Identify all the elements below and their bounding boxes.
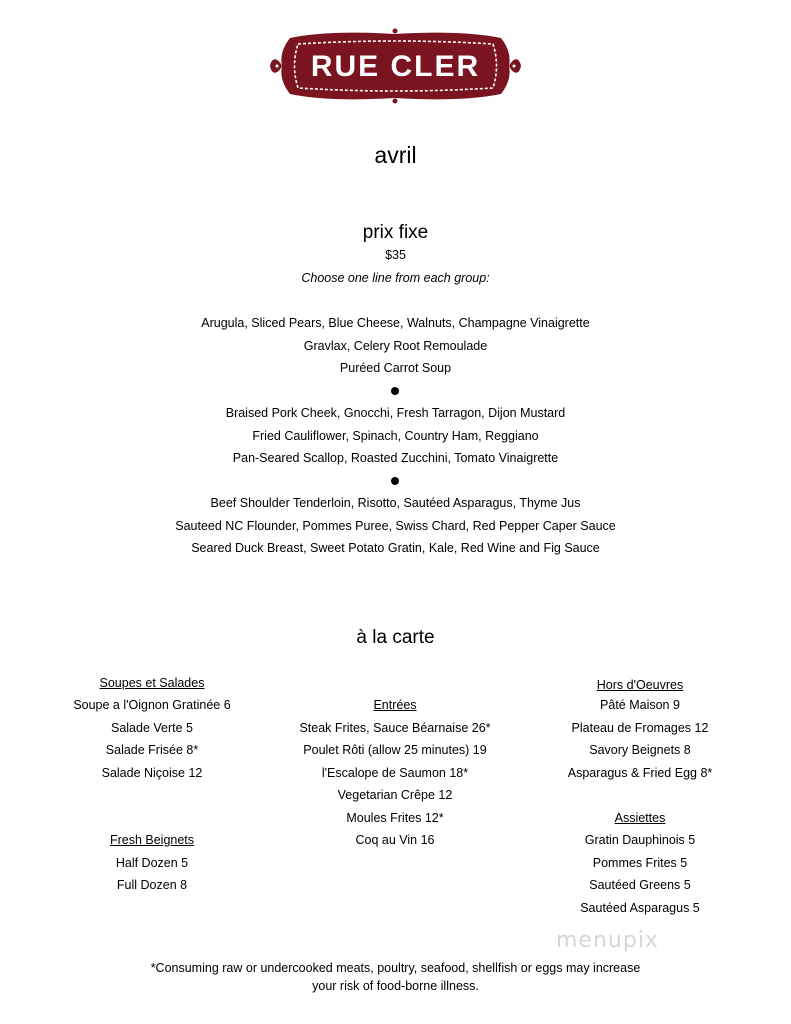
menu-item: Vegetarian Crêpe 12 xyxy=(337,788,453,802)
menu-item: Pommes Frites 5 xyxy=(592,856,688,870)
prix-fixe-item: Arugula, Sliced Pears, Blue Cheese, Walnuts, Champagne Vinaigrette xyxy=(201,316,590,330)
menu-item: Salade Frisée 8* xyxy=(105,743,199,757)
restaurant-logo xyxy=(268,28,523,104)
entrees-section xyxy=(270,698,520,858)
menu-item: Poulet Rôti (allow 25 minutes) 19 xyxy=(303,743,487,757)
prix-fixe-item: Seared Duck Breast, Sweet Potato Gratin, Kale, Red Wine and Fig Sauce xyxy=(191,541,600,555)
prix-fixe-item: Sauteed NC Flounder, Pommes Puree, Swiss Chard, Red Pepper Caper Sauce xyxy=(175,519,616,533)
menu-item: Plateau de Fromages 12 xyxy=(571,721,709,735)
food-safety-notice: your risk of food-borne illness. xyxy=(312,979,479,993)
section-heading: Hors d'Oeuvres xyxy=(596,678,684,692)
prix-fixe-instructions: Choose one line from each group: xyxy=(301,271,490,285)
menu-item: Half Dozen 5 xyxy=(115,856,189,870)
menu-item: Soupe a l'Oignon Gratinée 6 xyxy=(73,698,231,712)
menu-item: Steak Frites, Sauce Béarnaise 26* xyxy=(299,721,491,735)
menu-item: Asparagus & Fried Egg 8* xyxy=(567,766,713,780)
prix-fixe-item: Braised Pork Cheek, Gnocchi, Fresh Tarragon, Dijon Mustard xyxy=(225,406,566,420)
group-separator-bullet xyxy=(391,477,399,485)
section-heading: Fresh Beignets xyxy=(109,833,195,847)
menupix-watermark: menupix xyxy=(556,928,659,953)
menu-item: l'Escalope de Saumon 18* xyxy=(321,766,469,780)
menu-item: Gratin Dauphinois 5 xyxy=(584,833,696,847)
month-heading: avril xyxy=(374,142,417,168)
group-separator-bullet xyxy=(391,387,399,395)
menu-item: Moules Frites 12* xyxy=(346,811,444,825)
prix-fixe-title: prix fixe xyxy=(362,222,429,243)
menu-item: Sautéed Asparagus 5 xyxy=(580,901,700,915)
a-la-carte-title: à la carte xyxy=(356,627,435,648)
menu-item: Coq au Vin 16 xyxy=(355,833,435,847)
prix-fixe-price: $35 xyxy=(385,248,406,262)
logo-text: RUE CLER xyxy=(310,50,481,83)
section-heading: Entrées xyxy=(373,698,417,712)
hors-oeuvres-section xyxy=(540,678,740,918)
prix-fixe-item: Fried Cauliflower, Spinach, Country Ham, Reggiano xyxy=(252,429,539,443)
menu-item: Full Dozen 8 xyxy=(116,878,188,892)
food-safety-notice: *Consuming raw or undercooked meats, poultry, seafood, shellfish or eggs may increase xyxy=(150,961,641,975)
menu-item: Pâté Maison 9 xyxy=(600,698,680,712)
menu-item: Salade Niçoise 12 xyxy=(101,766,203,780)
section-heading: Soupes et Salades xyxy=(99,676,205,690)
menu-item: Salade Verte 5 xyxy=(110,721,193,735)
menu-item: Sautéed Greens 5 xyxy=(589,878,691,892)
section-heading: Assiettes xyxy=(614,811,666,825)
prix-fixe-item: Pan-Seared Scallop, Roasted Zucchini, Tomato Vinaigrette xyxy=(232,451,559,465)
prix-fixe-item: Gravlax, Celery Root Remoulade xyxy=(303,339,488,353)
prix-fixe-item: Puréed Carrot Soup xyxy=(339,361,452,375)
menu-item: Savory Beignets 8 xyxy=(589,743,691,757)
prix-fixe-item: Beef Shoulder Tenderloin, Risotto, Sautéed Asparagus, Thyme Jus xyxy=(210,496,581,510)
soupes-salades-section xyxy=(52,676,252,896)
